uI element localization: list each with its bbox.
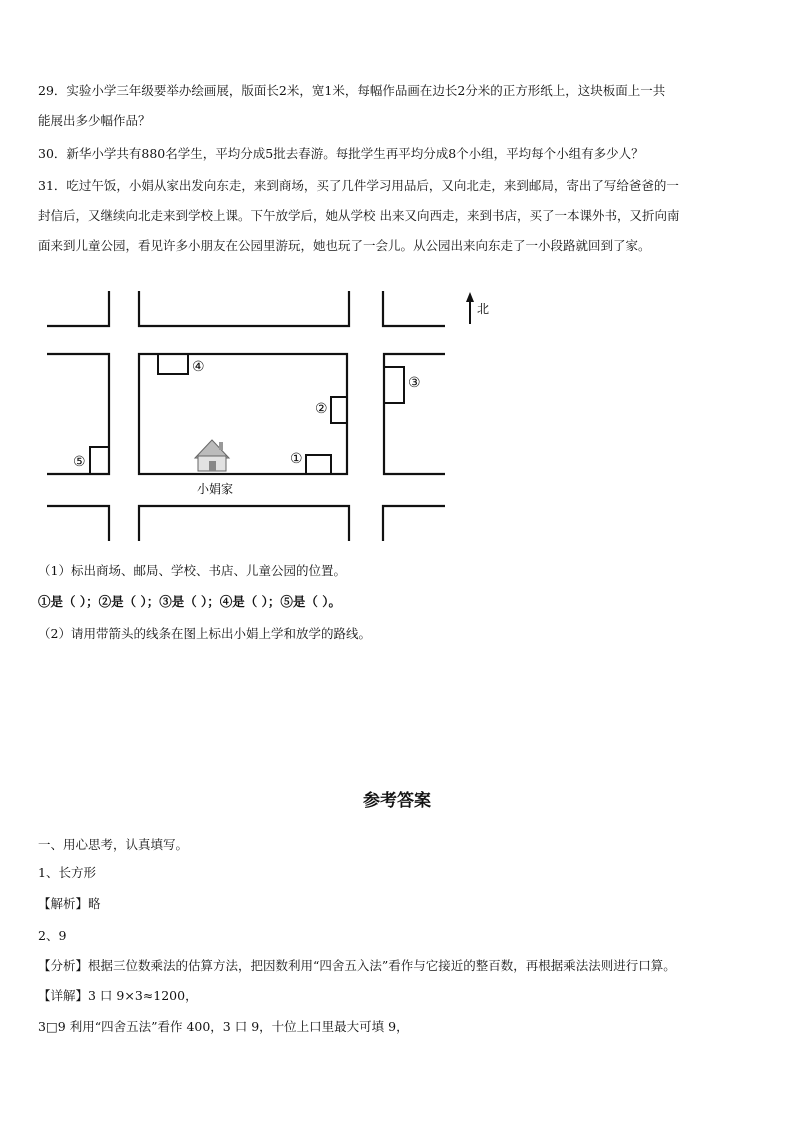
q31-line3: 面来到儿童公园，看见许多小朋友在公园里游玩，她也玩了一会儿。从公园出来向东走了一小段路就回到了家。	[38, 238, 651, 253]
building-4	[158, 354, 188, 374]
q29-line2: 能展出多少幅作品？	[38, 113, 151, 128]
sub-q1-blanks: ①是（ ）；②是（ ）；③是（ ）；④是（ ）；⑤是（ ）。	[38, 594, 342, 609]
house-icon	[195, 440, 229, 471]
marker-3: ③	[408, 375, 421, 391]
answer-2-analysis: 【分析】根据三位数乘法的估算方法，把因数利用“四舍五入法”看作与它接近的整百数，再根据乘法法则进行口算。	[38, 958, 676, 973]
marker-4: ④	[192, 359, 205, 375]
building-5	[90, 447, 109, 474]
sub-q2: （2）请用带箭头的线条在图上标出小娟上学和放学的路线。	[38, 626, 371, 641]
home-label: 小娟家	[197, 482, 234, 496]
answer-2: 2、9	[38, 928, 67, 943]
answers-title: 参考答案	[363, 791, 431, 811]
marker-5: ⑤	[73, 454, 86, 470]
building-1	[306, 455, 331, 474]
north-label: 北	[477, 302, 490, 316]
building-2	[331, 397, 347, 423]
q31-line2: 封信后，又继续向北走来到学校上课。下午放学后，她从学校 出来又向西走，来到书店，买了一本课外书，又折向南	[38, 208, 680, 223]
q31-line1: 31．吃过午饭，小娟从家出发向东走，来到商场，买了几件学习用品后，又向北走，来到邮局，寄出了写给爸爸的一	[38, 178, 679, 193]
q30: 30．新华小学共有880名学生，平均分成5批去春游。每批学生再平均分成8个小组，平均每个小组有多少人？	[38, 146, 644, 161]
sub-q1: （1）标出商场、邮局、学校、书店、儿童公园的位置。	[38, 563, 346, 578]
street-map	[0, 0, 794, 560]
q29-line1: 29．实验小学三年级要举办绘画展，版面长2米，宽1米，每幅作品画在边长2分米的正方形纸上，这块板面上一共	[38, 83, 666, 98]
marker-1: ①	[290, 451, 303, 467]
marker-2: ②	[315, 401, 328, 417]
building-3	[384, 367, 404, 403]
answer-2-line3: 3□9 利用“四舍五法”看作 400，3 口 9，十位上口里最大可填 9，	[38, 1019, 409, 1034]
answers-section1: 一、用心思考，认真填写。	[38, 837, 189, 852]
north-arrow-icon	[466, 292, 474, 324]
answer-2-detail: 【详解】3 口 9×3≈1200，	[38, 988, 198, 1003]
answer-1: 1、长方形	[38, 865, 96, 880]
answer-1-note: 【解析】略	[38, 896, 101, 911]
street-lines	[47, 291, 445, 541]
